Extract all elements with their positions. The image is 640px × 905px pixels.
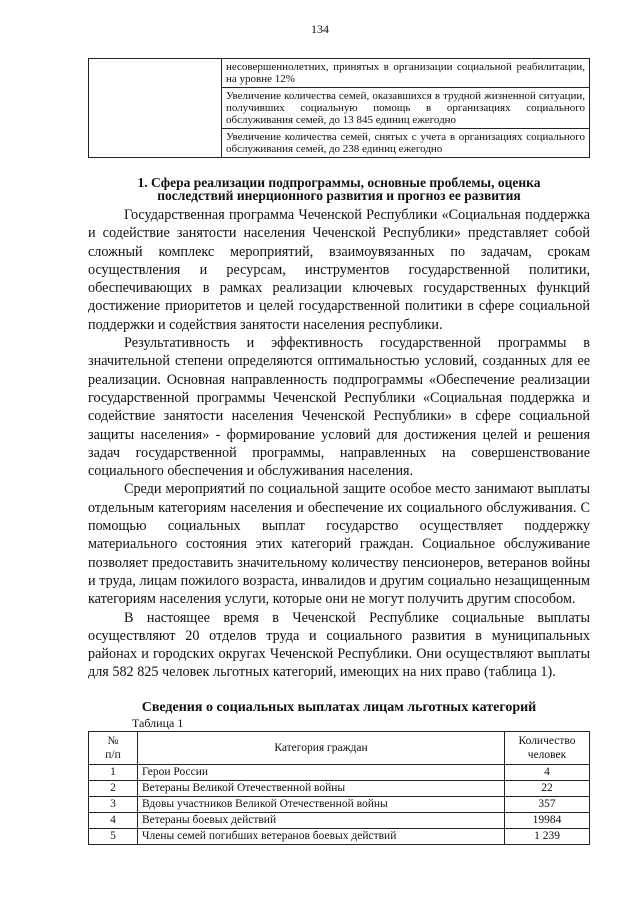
empty-cell	[89, 59, 222, 158]
paragraph: Результативность и эффективность государственной программы в значительной степени определяются оптимальностью условий, созданных для ее реализации. Основная направленность подпрограммы «Обеспечение реализации государственной программы Чеченской Республики «Социальная поддержка и содействие занятости населения Чеченской Республики» в сфере социальной защиты населения» - формирование условий для достижения целей и решения задач государственной программы, направленных на совершенствование социального обеспечения и обслуживания населения.	[88, 335, 590, 480]
row-count: 357	[505, 797, 590, 813]
header-count	[505, 732, 590, 765]
table-row	[89, 829, 590, 845]
row-num: 3	[89, 797, 138, 813]
row-num: 4	[89, 813, 138, 829]
header-num-line: п/п	[105, 749, 121, 761]
indicator-cell: Увеличение количества семей, оказавшихся в трудной жизненной ситуации, получивших социальную помощь в организациях социального обслуживания семей, до 13 845 единиц ежегодно	[222, 88, 590, 129]
header-num	[89, 732, 138, 765]
table-title: Сведения о социальных выплатах лицам льготных категорий	[141, 700, 537, 715]
header-category: Категория граждан	[138, 732, 505, 765]
page-number: 134	[311, 22, 329, 36]
header-count-line: Количество	[518, 735, 576, 747]
section-heading	[88, 176, 590, 202]
row-category: Члены семей погибших ветеранов боевых действий	[138, 829, 505, 845]
table-row	[89, 797, 590, 813]
header-num-line: №	[107, 735, 119, 747]
header-count-line: человек	[527, 749, 567, 761]
table-header-row	[89, 732, 590, 765]
row-category: Герои России	[138, 765, 505, 781]
table-row	[89, 813, 590, 829]
row-count: 1 239	[505, 829, 590, 845]
section-heading-line: 1. Сфера реализации подпрограммы, основные проблемы, оценка	[137, 175, 541, 190]
paragraph: Государственная программа Чеченской Республики «Социальная поддержка и содействие занятости населения Чеченской Республики» представляет собой сложный комплекс мероприятий, взаимоувязанных по задачам, срокам осуществления и ресурсам, инструментов государственной политики, обеспечивающих в рамках реализации ключевых государственных функций достижение приоритетов и целей государственной политики в сфере социальной поддержки и содействия занятости населения республики.	[88, 207, 590, 333]
paragraph: Среди мероприятий по социальной защите особое место занимают выплаты отдельным категориям населения и обеспечение их социального обслуживания. С помощью социальных выплат государство осуществляет поддержку материального состояния этих категорий граждан. Социальное обслуживание позволяет предоставить значительному количеству пенсионеров, ветеранов войны и труда, лицам пожилого возраста, инвалидов и другим социально незащищенным категориям населения услуги, которые они не могут получить другим способом.	[88, 481, 590, 608]
row-count: 22	[505, 781, 590, 797]
indicator-cell: Увеличение количества семей, снятых с учета в организациях социального обслуживания семей, до 238 единиц ежегодно	[222, 129, 590, 158]
benefits-table	[88, 731, 590, 845]
indicator-cell: несовершеннолетних, принятых в организации социальной реабилитации, на уровне 12%	[222, 59, 590, 88]
continuation-table	[88, 58, 590, 158]
section-heading-line: последствий инерционного развития и прогноз ее развития	[157, 188, 521, 203]
row-num: 5	[89, 829, 138, 845]
row-num: 2	[89, 781, 138, 797]
row-count: 19984	[505, 813, 590, 829]
table-caption: Таблица 1	[132, 716, 184, 730]
row-category: Ветераны боевых действий	[138, 813, 505, 829]
table-row	[89, 765, 590, 781]
table-row	[89, 781, 590, 797]
paragraph: В настоящее время в Чеченской Республике социальные выплаты осуществляют 20 отделов труда и социального развития в муниципальных районах и городских округах Чеченской Республики. Они осуществляют выплаты для 582 825 человек льготных категорий, имеющих на них право (таблица 1).	[88, 609, 590, 681]
row-num: 1	[89, 765, 138, 781]
table-row	[89, 59, 590, 88]
row-category: Вдовы участников Великой Отечественной войны	[138, 797, 505, 813]
body-text	[88, 206, 590, 682]
row-category: Ветераны Великой Отечественной войны	[138, 781, 505, 797]
row-count: 4	[505, 765, 590, 781]
